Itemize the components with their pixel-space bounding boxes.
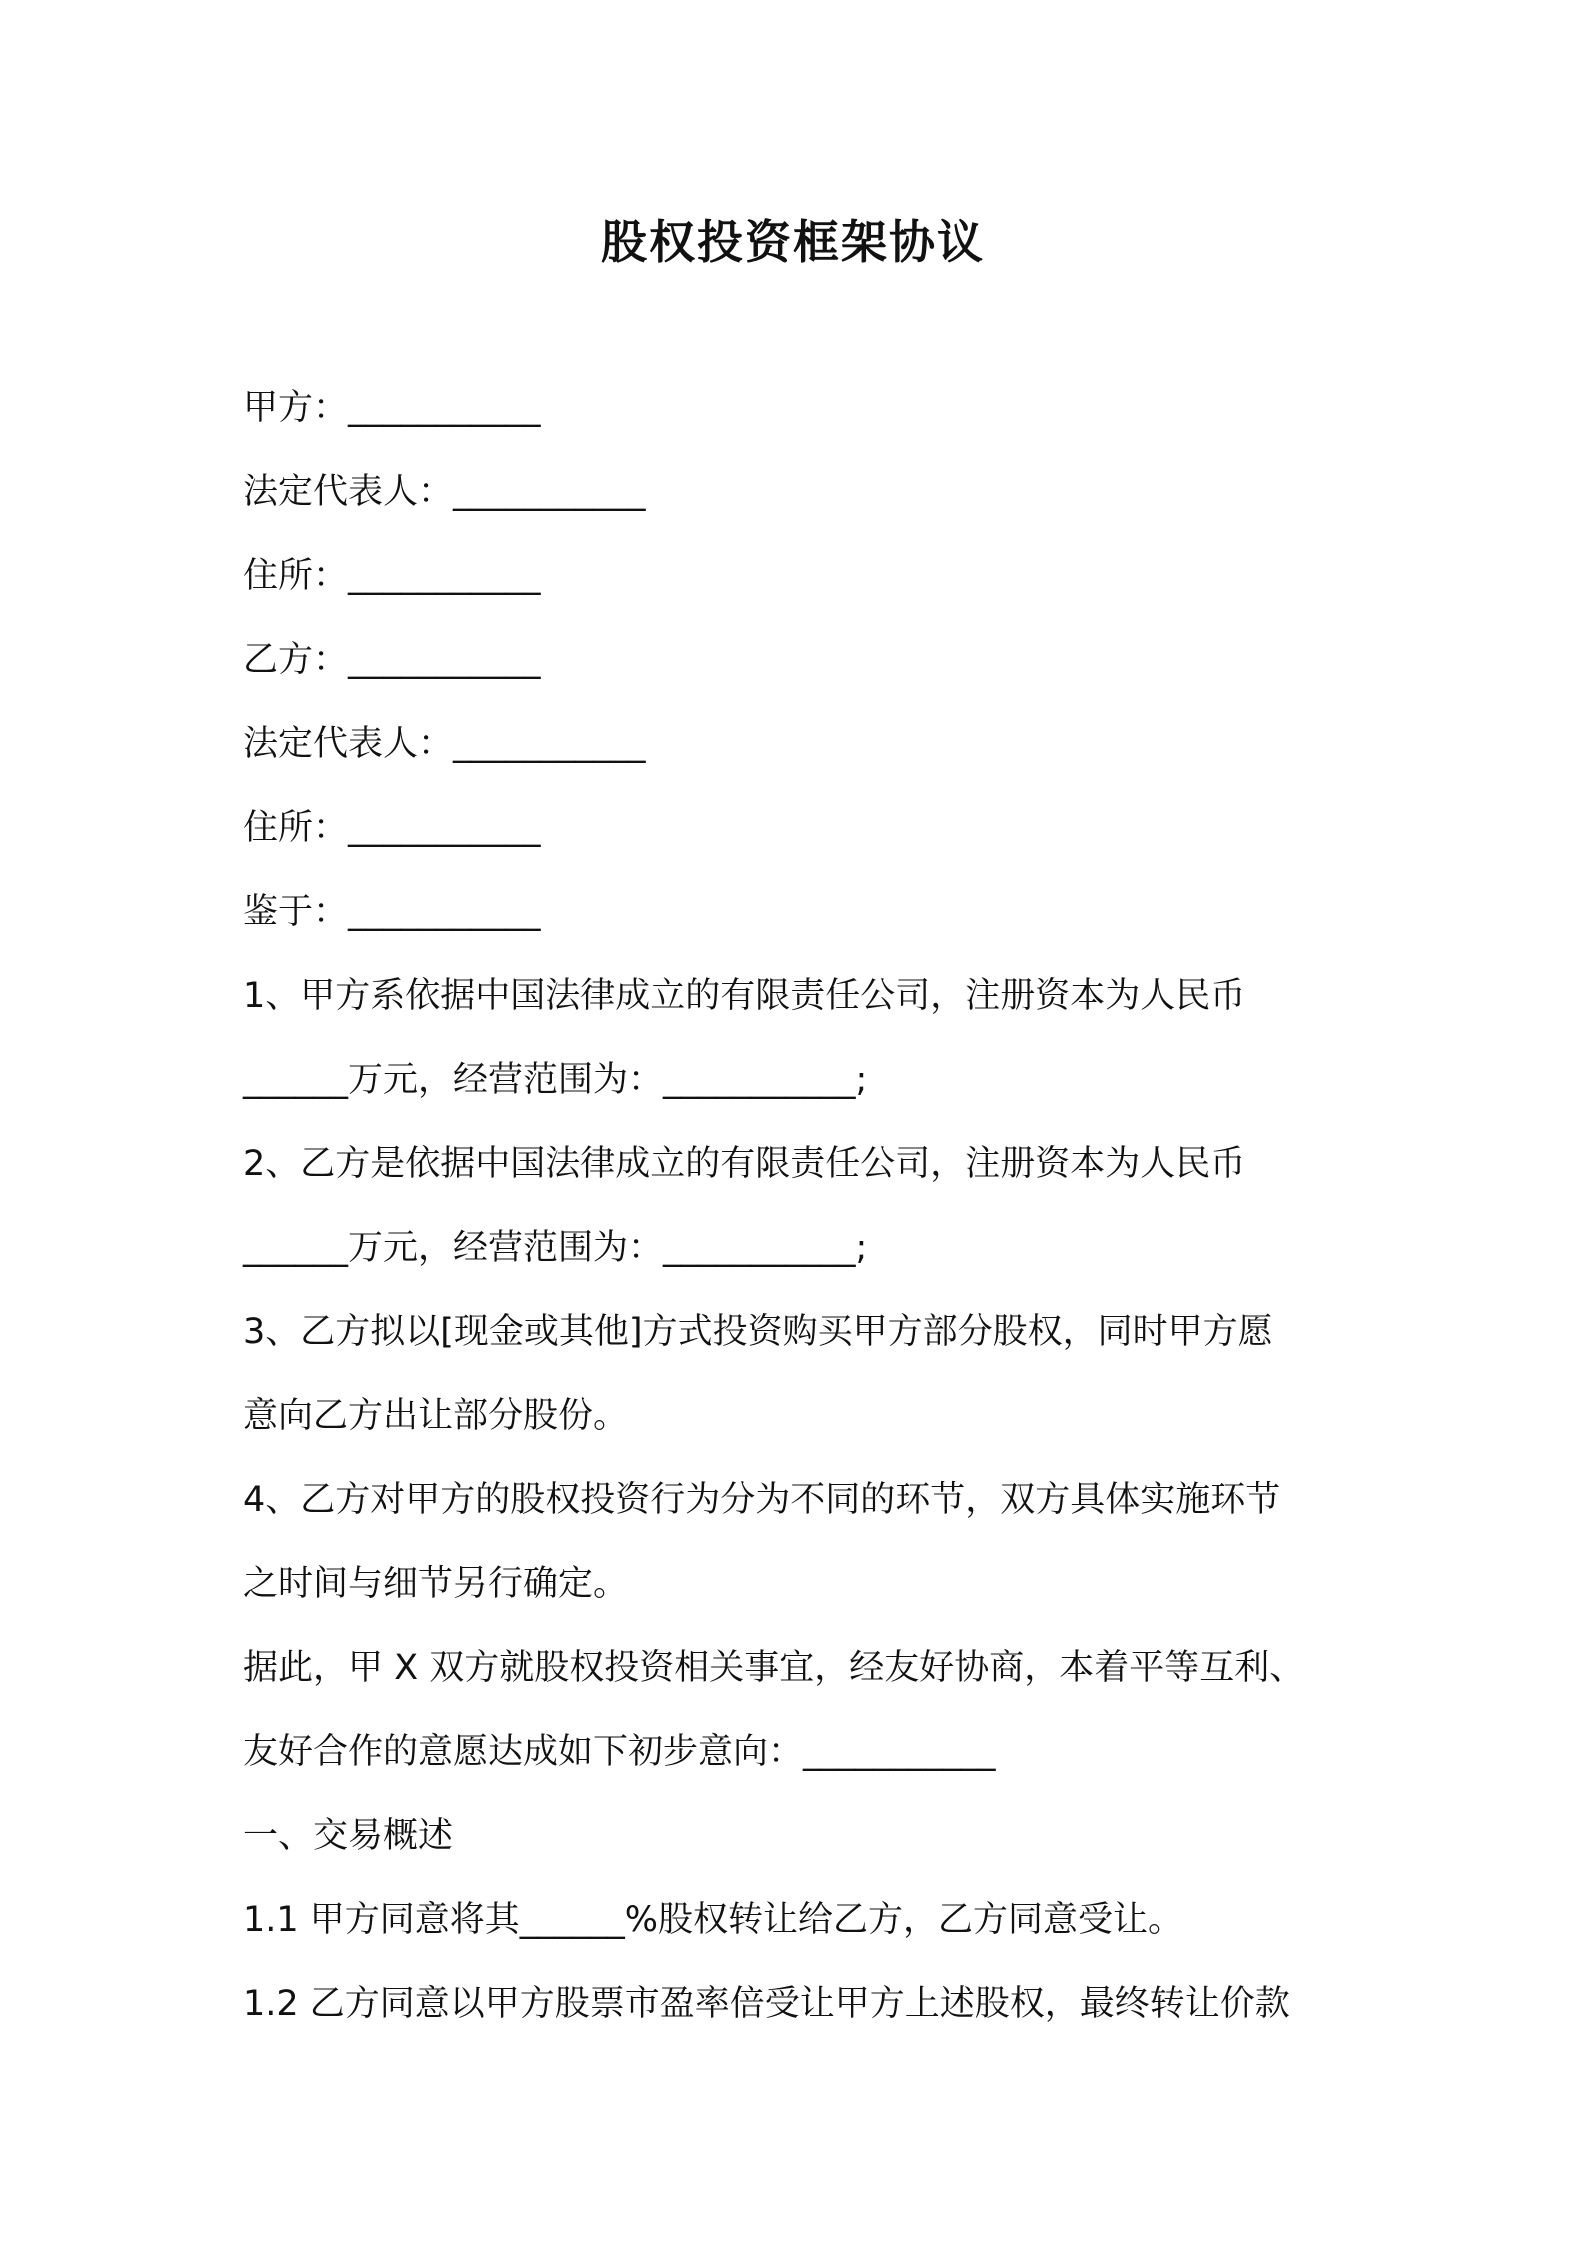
document-body bbox=[243, 366, 1353, 2046]
recital-3-line-2: 意向乙方出让部分股份。 bbox=[243, 1396, 629, 1436]
party-b-line: 乙方：___________ bbox=[243, 640, 541, 680]
recital-1-line-1: 1、甲方系依据中国法律成立的有限责任公司，注册资本为人民币 bbox=[243, 976, 1246, 1016]
recital-3-line-1: 3、乙方拟以[现金或其他]方式投资购买甲方部分股权，同时甲方愿 bbox=[243, 1312, 1273, 1352]
whereas-line: 鉴于：___________ bbox=[243, 892, 541, 932]
section-1-heading: 一、交易概述 bbox=[243, 1816, 454, 1856]
party-b-legal-rep-line: 法定代表人：___________ bbox=[243, 724, 646, 764]
recital-4-line-2: 之时间与细节另行确定。 bbox=[243, 1564, 629, 1604]
agreement-intro-line-2: 友好合作的意愿达成如下初步意向：___________ bbox=[243, 1732, 996, 1772]
recital-2-line-1: 2、乙方是依据中国法律成立的有限责任公司，注册资本为人民币 bbox=[243, 1144, 1246, 1184]
recital-1-line-2: ______万元，经营范围为：___________; bbox=[243, 1060, 868, 1100]
party-a-legal-rep-line: 法定代表人：___________ bbox=[243, 472, 646, 512]
clause-1-2-line: 1.2 乙方同意以甲方股票市盈率倍受让甲方上述股权，最终转让价款 bbox=[243, 1984, 1290, 2024]
clause-1-1-line: 1.1 甲方同意将其______%股权转让给乙方，乙方同意受让。 bbox=[243, 1900, 1184, 1940]
recital-2-line-2: ______万元，经营范围为：___________; bbox=[243, 1228, 868, 1268]
recital-4-line-1: 4、乙方对甲方的股权投资行为分为不同的环节，双方具体实施环节 bbox=[243, 1480, 1281, 1520]
document-title: 股权投资框架协议 bbox=[601, 215, 985, 269]
agreement-intro-line-1: 据此，甲 X 双方就股权投资相关事宜，经友好协商，本着平等互利、 bbox=[243, 1648, 1305, 1688]
party-b-address-line: 住所：___________ bbox=[243, 808, 541, 848]
party-a-address-line: 住所：___________ bbox=[243, 556, 541, 596]
party-a-line: 甲方：___________ bbox=[243, 388, 541, 428]
